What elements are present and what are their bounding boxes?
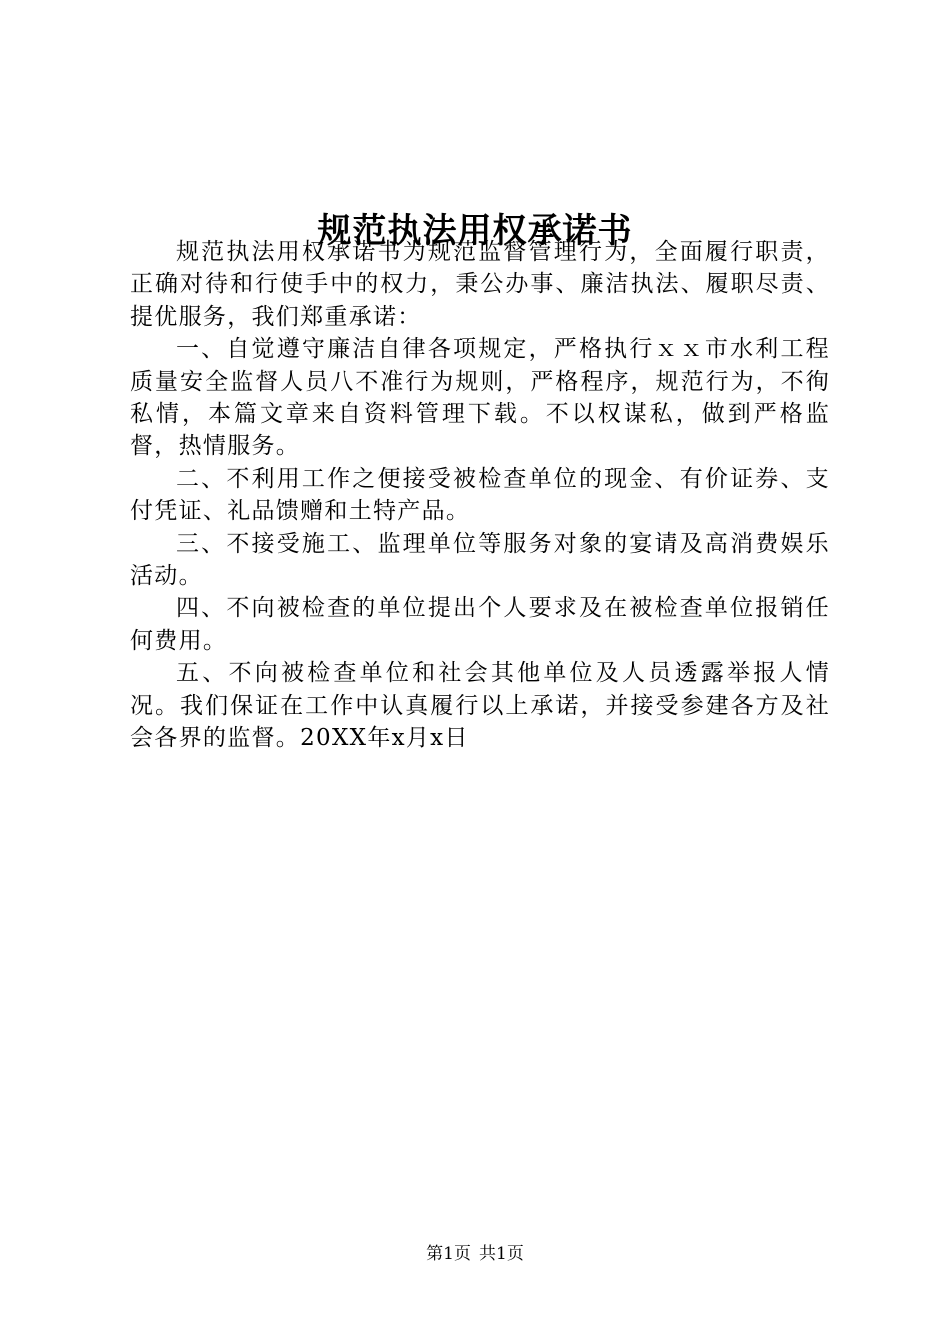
paragraph-item-1: 一、自觉遵守廉洁自律各项规定，严格执行ｘｘ市水利工程质量安全监督人员八不准行为规则，严格程序，规范行为，不徇私情，本篇文章来自资料管理下载。不以权谋私，做到严格监督，热情服务。 (130, 336, 830, 460)
paragraph-intro: 规范执法用权承诺书为规范监督管理行为，全面履行职责，正确对待和行使手中的权力，秉公办事、廉洁执法、履职尽责、提优服务，我们郑重承诺： (130, 239, 830, 330)
paragraph-item-2: 二、不利用工作之便接受被检查单位的现金、有价证券、支付凭证、礼品馈赠和土特产品。 (130, 465, 830, 525)
page-footer (0, 1242, 950, 1266)
paragraph-item-5: 五、不向被检查单位和社会其他单位及人员透露举报人情况。我们保证在工作中认真履行以上承诺，并接受参建各方及社会各界的监督。20XX年x月x日 (130, 660, 830, 752)
paragraph-item-3: 三、不接受施工、监理单位等服务对象的宴请及高消费娱乐活动。 (130, 530, 830, 590)
page-number-current: 第1页 (426, 1244, 471, 1264)
document-body (130, 236, 830, 755)
document-title: 规范执法用权承诺书 (317, 210, 633, 251)
paragraph-item-4: 四、不向被检查的单位提出个人要求及在被检查单位报销任何费用。 (130, 595, 830, 654)
page-number-total: 共1页 (479, 1244, 524, 1264)
